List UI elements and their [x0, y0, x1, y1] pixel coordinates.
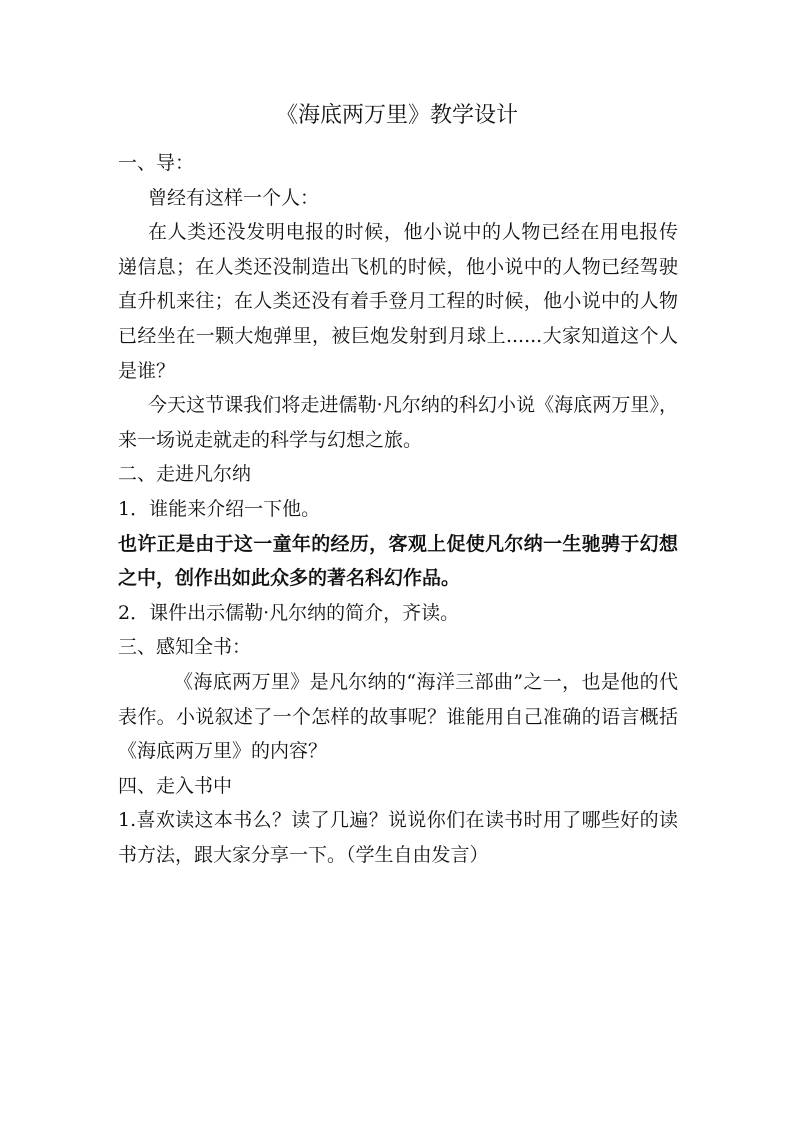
paragraph-childhood: 也许正是由于这一童年的经历，客观上促使凡尔纳一生驰骋于幻想之中，创作出如此众多的著名科幻作品。 — [118, 532, 678, 590]
paragraph-overview: 《海底两万里》是凡尔纳的“海洋三部曲”之一，也是他的代表作。小说叙述了一个怎样的故事呢？谁能用自己准确的语言概括《海底两万里》的内容？ — [118, 670, 678, 763]
section-heading-overview: 三、感知全书： — [118, 636, 252, 659]
section-heading-verne: 二、走进凡尔纳 — [118, 463, 252, 486]
list-item-courseware: 2．课件出示儒勒·凡尔纳的简介，齐读。 — [118, 601, 460, 624]
section-heading-intro: 一、导： — [118, 152, 195, 174]
list-item-introduce: 1．谁能来介绍一下他。 — [118, 497, 321, 520]
document-title: 《海底两万里》教学设计 — [275, 103, 518, 128]
list-item-reading: 1.喜欢读这本书么？读了几遍？说说你们在读书时用了哪些好的读书方法，跟大家分享一下。（学生自由发言） — [118, 809, 678, 866]
paragraph-intro-story: 在人类还没发明电报的时候，他小说中的人物已经在用电报传递信息；在人类还没制造出飞机的时候，他小说中的人物已经驾驶直升机来往；在人类还没有着手登月工程的时候，他小说中的人物已经坐在一颗大炮弹里，被巨炮发射到月球上......大家知道这个人是谁？ — [118, 221, 678, 382]
paragraph-intro-lead: 曾经有这样一个人： — [148, 186, 320, 209]
document-body — [118, 146, 678, 872]
paragraph-intro-today: 今天这节课我们将走进儒勒·凡尔纳的科幻小说《海底两万里》，来一场说走就走的科学与幻想之旅。 — [118, 394, 678, 451]
section-heading-into-book: 四、走入书中 — [118, 774, 233, 797]
